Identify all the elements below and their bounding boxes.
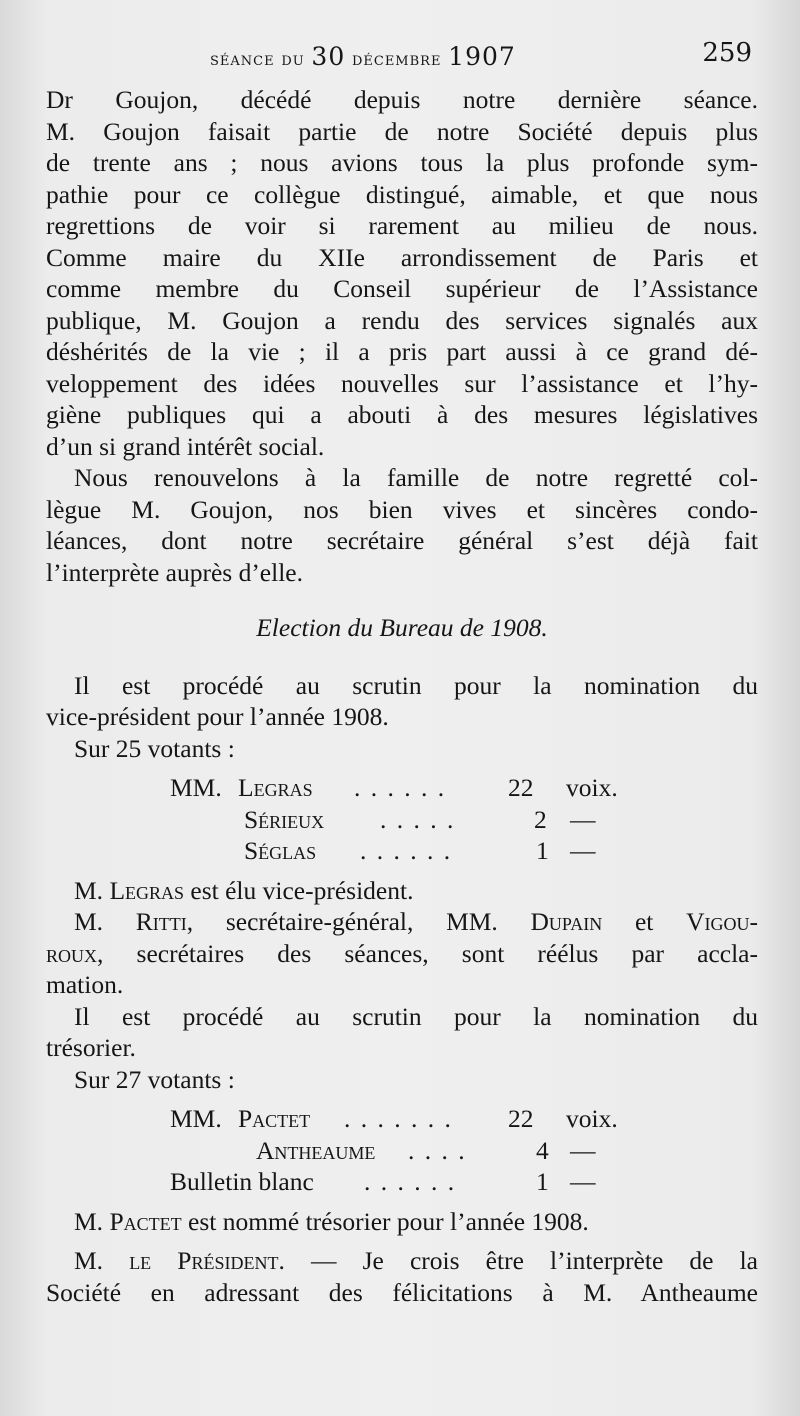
text-line: publique, M. Goujon a rendu des services signalés aux <box>46 305 758 335</box>
vote-unit: voix. <box>566 773 618 802</box>
result-name: Pactet <box>109 1206 182 1236</box>
result-prefix: M. <box>74 875 110 905</box>
vote-unit: — <box>570 1167 596 1196</box>
vote-row <box>46 1103 758 1135</box>
text-line: veloppement des idées nouvelles sur l’assistance et l’hy- <box>46 368 758 398</box>
text-line: léances, dont notre secrétaire général s’est déjà fait <box>46 526 758 555</box>
votants-line: Sur 25 votants : <box>74 733 235 763</box>
paragraph-secretaries <box>46 906 758 1001</box>
text-line: comme membre du Conseil supérieur de l’Assistance <box>46 274 758 303</box>
text-line: l’interprète auprès d’elle. <box>46 557 303 587</box>
paragraph-goujon <box>46 84 758 462</box>
page-body <box>46 84 758 1308</box>
leader-dots: . . . . . <box>380 804 456 834</box>
result-name: Legras <box>109 875 185 905</box>
page-number: 259 <box>702 38 752 68</box>
vote-unit: — <box>570 804 596 834</box>
text-line: vice-président pour l’année 1908. <box>46 702 389 731</box>
candidate-name: Sérieux <box>244 804 325 834</box>
vote-row <box>46 804 758 836</box>
vote-count: 1 <box>536 1167 549 1196</box>
text-line: Il est procédé au scrutin pour la nomination du <box>74 1001 758 1031</box>
result-suffix: est nommé trésorier pour l’année 1908. <box>181 1206 589 1236</box>
result-prefix: M. <box>74 1206 110 1236</box>
election-result <box>46 875 758 907</box>
text-line: lègue M. Goujon, nos bien vives et sincères condo- <box>46 494 758 524</box>
vote-unit: voix. <box>566 1104 618 1133</box>
leader-dots: . . . . . . <box>360 836 453 865</box>
running-head-session: séance du <box>210 49 312 70</box>
text-line: regrettions de voir si rarement au milieu de nous. <box>46 211 758 240</box>
mm-label: MM. <box>170 773 222 802</box>
text-line: Société en adressant des félicitations à M. Antheaume <box>46 1277 758 1307</box>
text-line: M. Goujon faisait partie de notre Société depuis plus <box>46 116 758 146</box>
text-line: déshérités de la vie ; il a pris part aussi à ce grand dé- <box>46 337 758 366</box>
election-treasurer <box>46 1001 758 1238</box>
vote-row <box>46 772 758 804</box>
vote-count: 2 <box>534 804 547 834</box>
text-line: Il est procédé au scrutin pour la nomination du <box>74 670 758 700</box>
text-line: M. Ritti, secrétaire-général, MM. Dupain et Vigou- <box>74 907 758 936</box>
running-head-month: décembre <box>345 49 449 70</box>
result-suffix: est élu vice-président. <box>184 875 414 905</box>
leader-dots: . . . . . . <box>354 773 447 802</box>
text-line: de trente ans ; nous avions tous la plus profonde sym- <box>46 148 758 177</box>
vote-row <box>46 1166 758 1198</box>
text-line: M. le Président. — Je crois être l’interprète de la <box>74 1246 758 1275</box>
text-line: d’un si grand intérêt social. <box>46 431 325 461</box>
leader-dots: . . . . . . . <box>344 1104 453 1133</box>
running-head-day: 30 <box>311 42 346 71</box>
vote-unit: — <box>570 1135 596 1165</box>
candidate-name: Antheaume <box>256 1135 376 1165</box>
election-result <box>46 1206 758 1238</box>
page-header <box>0 36 800 72</box>
text-line: trésorier. <box>46 1033 136 1062</box>
text-line: Dr Goujon, décédé depuis notre dernière séance. <box>46 85 758 114</box>
candidate-name: Séglas <box>244 836 317 865</box>
vote-count: 22 <box>508 1104 534 1133</box>
paragraph-president <box>46 1245 758 1308</box>
candidate-name: Pactet <box>238 1104 311 1133</box>
text-line: mation. <box>46 970 124 999</box>
text-line: Comme maire du XIIe arrondissement de Paris et <box>46 242 758 272</box>
text-line: giène publiques qui a abouti à des mesures législatives <box>46 400 758 429</box>
running-head-year: 1907 <box>448 42 516 71</box>
leader-dots: . . . . . . <box>364 1167 457 1196</box>
candidate-name: Legras <box>238 773 313 802</box>
election-vice-president <box>46 670 758 907</box>
vote-count: 22 <box>508 773 534 802</box>
running-head <box>210 42 516 71</box>
leader-dots: . . . . <box>408 1135 467 1165</box>
vote-count: 4 <box>536 1135 549 1165</box>
president-title: le Président <box>129 1246 279 1275</box>
vote-unit: — <box>570 836 596 865</box>
vote-row <box>46 1135 758 1167</box>
vote-row <box>46 835 758 867</box>
mm-label: MM. <box>170 1104 222 1133</box>
paragraph-condolences <box>46 462 758 588</box>
text-line: pathie pour ce collègue distingué, aimable, et que nous <box>46 179 758 209</box>
candidate-name: Bulletin blanc <box>170 1167 314 1196</box>
text-line: Nous renouvelons à la famille de notre regretté col- <box>74 463 758 492</box>
vote-count: 1 <box>536 836 549 865</box>
text-line: roux, secrétaires des séances, sont réélus par accla- <box>46 938 758 968</box>
votants-line: Sur 27 votants : <box>74 1064 235 1094</box>
section-title: Election du Bureau de 1908. <box>256 613 548 642</box>
